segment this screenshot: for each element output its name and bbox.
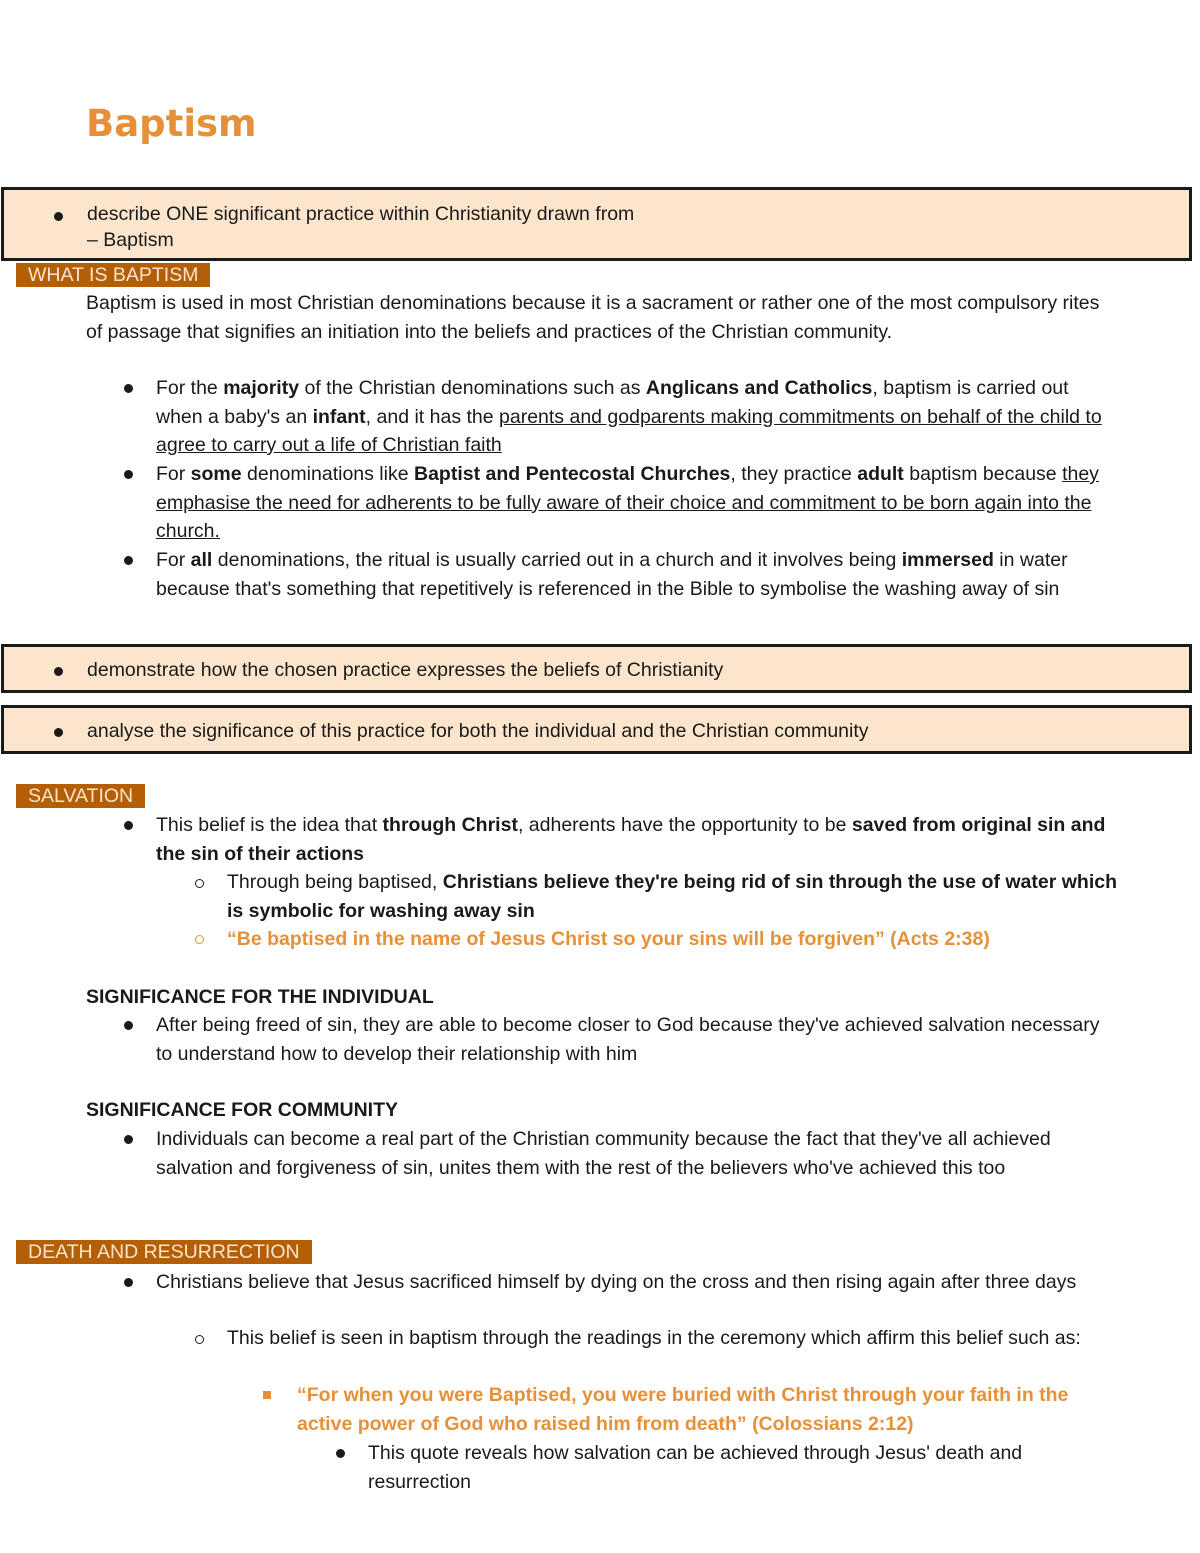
death-sub-readings: This belief is seen in baptism through the readings in the ceremony which affirm this belief such as: [227,1327,1081,1349]
death-quote-colossians: “For when you were Baptised, you were buried with Christ through your faith in the active power of God who raised him from death” (Colossians 2:12) [297,1384,1069,1435]
bullet-icon [124,384,133,393]
bullet-icon [54,728,63,737]
section-tag-death-resurrection: DEATH AND RESURRECTION [16,1240,312,1264]
individual-bullet: After being freed of sin, they are able to become closer to God because they've achieved salvation necessary to understand how to develop their relationship with him [156,1014,1100,1065]
what-bullet-some: For some denominations like Baptist and Pentecostal Churches, they practice adult baptism because they emphasise the need for adherents to be fully aware of their choice and commitment to be born again into the church. [156,463,1099,542]
community-bullet: Individuals can become a real part of the Christian community because the fact that they've all achieved salvation and forgiveness of sin, unites them with the rest of the believers who've achieved this too [156,1128,1051,1179]
hollow-bullet-icon [195,935,204,944]
death-bullet-sacrifice: Christians believe that Jesus sacrificed himself by dying on the cross and then rising again after three days [156,1271,1077,1293]
bullet-icon [124,1278,133,1287]
section-tag-salvation: SALVATION [16,784,145,808]
task-box-describe [1,187,1192,261]
salvation-sub-baptised: Through being baptised, Christians believe they're being rid of sin through the use of water which is symbolic for washing away sin [227,871,1117,922]
bullet-icon [54,667,63,676]
square-bullet-icon [263,1391,271,1399]
bullet-icon [54,212,63,221]
salvation-quote-acts: “Be baptised in the name of Jesus Christ so your sins will be forgiven” (Acts 2:38) [227,928,990,950]
page-title: Baptism [86,102,257,145]
heading-significance-community: SIGNIFICANCE FOR COMMUNITY [86,1099,398,1121]
death-quote-explanation: This quote reveals how salvation can be achieved through Jesus' death and resurrection [368,1442,1023,1493]
bullet-icon [124,1135,133,1144]
task-box-analyse [1,705,1192,754]
what-intro-paragraph: Baptism is used in most Christian denominations because it is a sacrament or rather one of the most compulsory rites of passage that signifies an initiation into the beliefs and practices of the Christian community. [86,292,1100,343]
task-box-demonstrate [1,644,1192,693]
section-tag-what-is-baptism: WHAT IS BAPTISM [16,263,210,287]
bullet-icon [124,821,133,830]
bullet-icon [336,1449,345,1458]
salvation-bullet-through-christ: This belief is the idea that through Christ, adherents have the opportunity to be saved from original sin and the sin of their actions [156,814,1106,865]
bullet-icon [124,1021,133,1030]
task-describe-line2: – Baptism [87,229,174,251]
task-analyse-text: analyse the significance of this practice for both the individual and the Christian community [87,720,869,742]
heading-significance-individual: SIGNIFICANCE FOR THE INDIVIDUAL [86,986,434,1008]
what-bullet-all: For all denominations, the ritual is usually carried out in a church and it involves being immersed in water because that's something that repetitively is referenced in the Bible to symbolise the washing away of sin [156,549,1068,600]
task-describe-line1: describe ONE significant practice within Christianity drawn from [87,203,635,225]
hollow-bullet-icon [195,1335,204,1344]
task-demonstrate-text: demonstrate how the chosen practice expresses the beliefs of Christianity [87,659,724,681]
bullet-icon [124,470,133,479]
bullet-icon [124,556,133,565]
what-bullet-majority: For the majority of the Christian denominations such as Anglicans and Catholics, baptism is carried out when a baby's an infant, and it has the parents and godparents making commitments on behalf of the child to agree to carry out a life of Christian faith [156,377,1102,456]
hollow-bullet-icon [195,879,204,888]
